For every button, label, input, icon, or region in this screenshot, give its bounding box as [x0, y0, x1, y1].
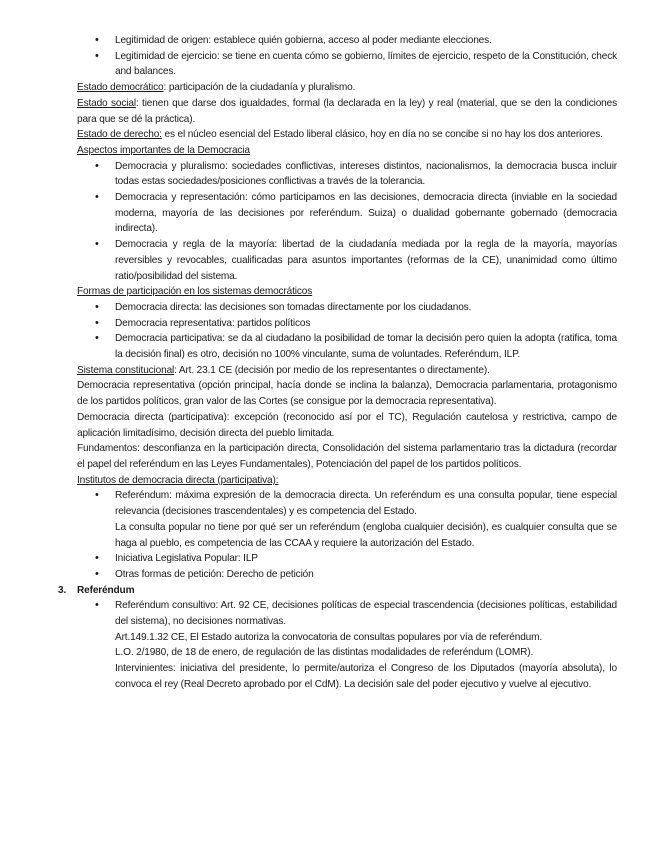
formas-heading: Formas de participación en los sistemas democráticos: [77, 286, 313, 298]
list-item: • Legitimidad de origen: establece quién gobierna, acceso al poder mediante elecciones.: [115, 33, 617, 49]
consultivo-text: • Referéndum consultivo: Art. 92 CE, decisiones políticas de especial trascendencia (decisiones políticas, estabilidad del sistema), no decisiones normativas.: [115, 600, 617, 628]
aspectos-list: [77, 159, 617, 285]
representativa-paragraph: Democracia representativa (opción principal, hacía donde se inclina la balanza), Democracia parlamentaria, protagonismo de los partidos políticos, gran valor de las Cortes (se consigue por la democracia representativa).: [77, 380, 617, 408]
list-item: • Legitimidad de ejercicio: se tiene en cuenta cómo se gobierno, límites de ejercicio, respeto de la Constitución, check and balances.: [115, 49, 617, 80]
institutos-list: [77, 488, 617, 582]
term-estado-derecho: Estado de derecho:: [77, 129, 162, 141]
list-item: • Democracia directa: las decisiones son tomadas directamente por los ciudadanos.: [115, 300, 617, 316]
list-item: [115, 488, 617, 551]
referendum-list: [77, 598, 617, 692]
art149-text: Art.149.1.32 CE, El Estado autoriza la convocatoria de consultas populares por vía de referéndum.: [115, 631, 543, 643]
legitimidad-list: [77, 33, 617, 80]
list-item: [115, 598, 617, 692]
directa-paragraph: Democracia directa (participativa): excepción (reconocido así por el TC), Regulación cautelosa y restrictiva, campo de aplicación limitadísimo, decisión directa del pueblo limitada.: [77, 411, 617, 439]
list-item: • Democracia y pluralismo: sociedades conflictivas, intereses distintos, nacionalismos, la democracia busca incluir todas estas sociedades/posiciones conflictivas a través de la tolerancia.: [115, 159, 617, 190]
estado-social-paragraph: [77, 96, 617, 127]
referendum-text: • Referéndum: máxima expresión de la democracia directa. Un referéndum es una consulta popular, tiene especial relevancia (decisiones trascendentales) y es competencia del Estado.: [115, 490, 617, 518]
list-item: • Democracia y regla de la mayoría: libertad de la ciudadanía mediada por la regla de la mayoría, mayorías reversibles y revocables, cualificadas para asuntos importantes (reformas de la CE), unanimidad como último ratio/posibilidad del sistema.: [115, 237, 617, 284]
list-item: • Iniciativa Legislativa Popular: ILP: [115, 551, 617, 567]
aspectos-heading: Aspectos importantes de la Democracia: [77, 144, 250, 156]
consulta-popular-text: La consulta popular no tiene por qué ser un referéndum (engloba cualquier decisión), es cualquier consulta que se haga al pueblo, es competencia de las CCAA y requiere la autorización del Estado.: [115, 521, 617, 549]
section-title: Referéndum: [77, 584, 135, 596]
list-item: • Democracia representativa: partidos políticos: [115, 316, 617, 332]
section-number: 3.: [58, 584, 67, 596]
estado-democratico-paragraph: [77, 80, 617, 96]
term-estado-democratico: Estado democrático: [77, 82, 164, 94]
definition-text: es el núcleo esencial del Estado liberal clásico, hoy en día no se concibe si no hay los dos anteriores.: [161, 129, 603, 141]
formas-list: [77, 300, 617, 363]
sistema-constitucional-paragraph: [77, 363, 617, 379]
definition-text: : Art. 23.1 CE (decisión por medio de los representantes o directamente).: [174, 364, 490, 376]
list-item: • Democracia participativa: se da al ciudadano la posibilidad de tomar la decisión pero quien la adopta (ratifica, toma la decisión final) es otro, decisión no 100% vinculante, suma de voluntades. Referéndum, ILP.: [115, 331, 617, 362]
definition-text: : tienen que darse dos igualdades, formal (la declarada en la ley) y real (material, que se den la condiciones para que se dé la práctica).: [77, 97, 617, 125]
estado-derecho-paragraph: [77, 127, 617, 143]
definition-text: : participación de la ciudadanía y pluralismo.: [163, 82, 356, 94]
list-item: • Otras formas de petición: Derecho de petición: [115, 567, 617, 583]
institutos-heading: Institutos de democracia directa (participativa):: [77, 474, 279, 486]
list-item: • Democracia y representación: cómo participamos en las decisiones, democracia directa (inviable en la sociedad moderna, mayoría de las decisiones por referéndum. Suiza) o dualidad gobernante gobernado (democracia indirecta).: [115, 190, 617, 237]
section-3-heading: [58, 583, 617, 599]
lo-text: L.O. 2/1980, de 18 de enero, de regulación de las distintas modalidades de referéndum (LOMR).: [115, 647, 534, 659]
intervinientes-text: Intervinientes: iniciativa del presidente, lo permite/autoriza el Congreso de los Diputados (mayoría absoluta), lo convoca el rey (Real Decreto aprobado por el CdM). La decisión sale del poder ejecutivo y vuelve al ejecutivo.: [115, 663, 617, 690]
term-estado-social: Estado social: [77, 97, 136, 109]
fundamentos-paragraph: Fundamentos: desconfianza en la participación directa, Consolidación del sistema parlamentario tras la dictadura (recordar el papel del referéndum en las Leyes Fundamentales), Potenciación del papel de los partidos políticos.: [77, 443, 617, 470]
term-sistema-constitucional: Sistema constitucional: [77, 364, 175, 376]
